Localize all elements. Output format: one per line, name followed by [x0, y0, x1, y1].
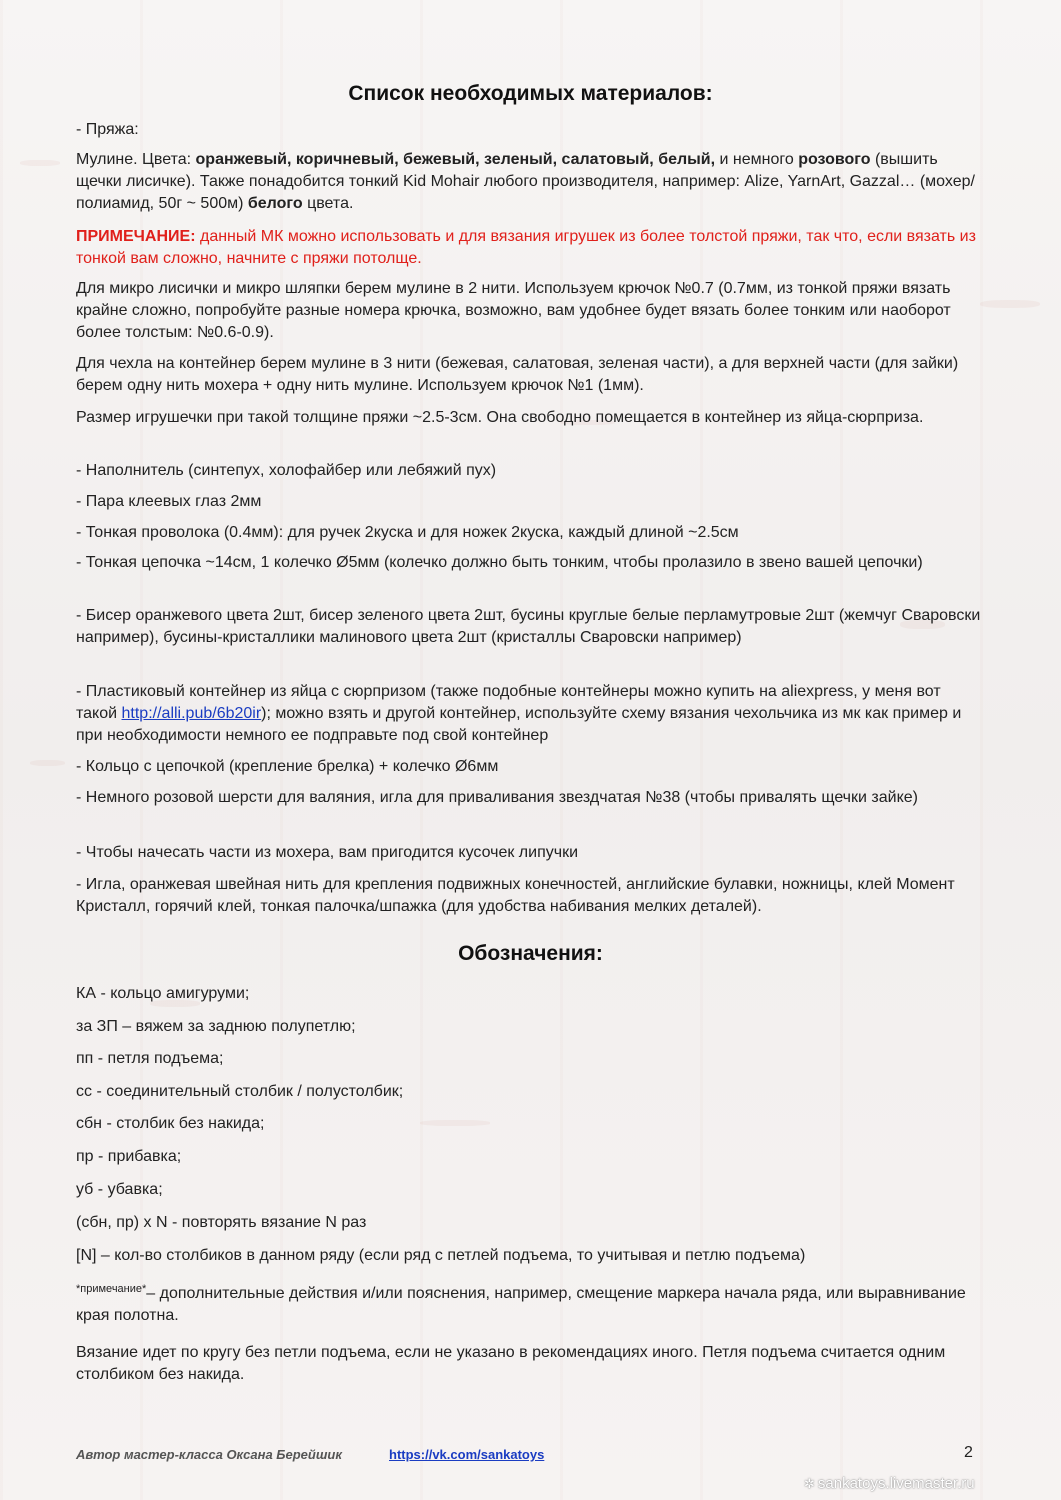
item-container [76, 681, 981, 747]
mouline-mid: и немного [715, 151, 799, 168]
remark-text: – дополнительные действия и/или пояснения, например, смещение маркера начала ряда, или выравнивание края полотна. [76, 1285, 966, 1324]
legend-count: [N] – кол-во столбиков в данном ряду (если ряд с петлей подъема, то учитывая и петлю подъема) [76, 1247, 806, 1264]
item-velcro: - Чтобы начесать части из мохера, вам пригодится кусочек липучки [76, 844, 578, 861]
watermark-text: sankatoys.livemaster.ru [817, 1475, 975, 1492]
mouline-colors: оранжевый, коричневый, бежевый, зеленый, салатовый, белый, [195, 151, 716, 168]
footer-link[interactable]: https://vk.com/sankatoys [389, 1447, 545, 1462]
remark-paragraph [76, 1278, 981, 1327]
mouline-white: белого [247, 195, 303, 212]
legend-pp: пп - петля подъема; [76, 1050, 224, 1067]
item-chain: - Тонкая цепочка ~14см, 1 колечко Ø5мм (колечко должно быть тонким, чтобы пролазило в звено вашей цепочки) [76, 554, 923, 571]
note-text: данный МК можно использовать и для вязания игрушек из более толстой пряжи, так что, если вязать из тонкой вам сложно, начните с пряжи потолще. [76, 228, 976, 267]
remark-label: *примечание* [76, 1283, 147, 1295]
watermark [804, 1475, 975, 1492]
container-link[interactable]: http://alli.pub/6b20ir [121, 705, 262, 722]
mouline-paragraph [76, 149, 981, 215]
closing-paragraph: Вязание идет по кругу без петли подъема, если не указано в рекомендациях иного. Петля подъема считается одним столбиком без накида. [76, 1344, 946, 1383]
page-number: 2 [964, 1444, 973, 1461]
note-paragraph [76, 226, 981, 270]
paragraph-micro: Для микро лисички и микро шляпки берем мулине в 2 нити. Используем крючок №0.7 (0.7мм, из тонкой пряжи вязать крайне сложно, попробуйте разные номера крючка, возможно, вам удобнее будет вязать более тонким или наоборот более толстым: №0.6-0.9). [76, 280, 951, 341]
item-eyes: - Пара клеевых глаз 2мм [76, 493, 262, 510]
note-label: ПРИМЕЧАНИЕ: [76, 228, 196, 245]
legend-zp: за ЗП – вяжем за заднюю полупетлю; [76, 1018, 356, 1035]
legend-sbn: сбн - столбик без накида; [76, 1115, 265, 1132]
item-beads: - Бисер оранжевого цвета 2шт, бисер зеленого цвета 2шт, бусины круглые белые перламутровые 2шт (жемчуг Сваровски например), бусины-кристаллики малинового цвета 2шт (кристаллы Сваровски например) [76, 607, 981, 646]
legend-repeat: (сбн, пр) х N - повторять вязание N раз [76, 1214, 367, 1231]
legend-pr: пр - прибавка; [76, 1148, 182, 1165]
mouline-lead: Мулине. Цвета: [76, 151, 196, 168]
footer-author: Автор мастер-класса Оксана Берейшик [76, 1447, 342, 1462]
yarn-label: - Пряжа: [76, 121, 139, 138]
item-wire: - Тонкая проволока (0.4мм): для ручек 2куска и для ножек 2куска, каждый длиной ~2.5см [76, 524, 739, 541]
item-wool: - Немного розовой шерсти для валяния, игла для приваливания звездчатая №38 (чтобы привалять щечки зайке) [76, 789, 918, 806]
legend-ka: КА - кольцо амигуруми; [76, 985, 250, 1002]
mouline-rest: (вышить щечки лисичке). Также понадобится тонкий Kid Mohair любого производителя, например: Alize, YarnArt, Gazzal… (мохер/полиамид, 50г ~ 500м) [76, 151, 975, 212]
paragraph-cover: Для чехла на контейнер берем мулине в 3 нити (бежевая, салатовая, зеленая части), а для верхней части (для зайки) берем одну нить мохера + одну нить мулине. Используем крючок №1 (1мм). [76, 355, 959, 394]
item-tools: - Игла, оранжевая швейная нить для крепления подвижных конечностей, английские булавки, ножницы, клей Момент Кристалл, горячий клей, тонкая палочка/шпажка (для удобства набивания мелких деталей). [76, 876, 955, 915]
gear-icon: ✲ [804, 1476, 815, 1491]
mouline-end: цвета. [302, 195, 354, 212]
item-filler: - Наполнитель (синтепух, холофайбер или лебяжий пух) [76, 462, 497, 479]
container-before: - Пластиковый контейнер из яйца с сюрпризом (также подобные контейнеры можно купить на aliexpress, у меня вот такой [76, 683, 941, 722]
mouline-pink: розового [798, 151, 871, 168]
legend-ub: уб - убавка; [76, 1181, 163, 1198]
item-ring: - Кольцо с цепочкой (крепление брелка) + колечко Ø6мм [76, 758, 499, 775]
page-title: Список необходимых материалов: [348, 82, 713, 105]
paragraph-size: Размер игрушечки при такой толщине пряжи ~2.5-3см. Она свободно помещается в контейнер из яйца-сюрприза. [76, 409, 924, 426]
legend-ss: сс - соединительный столбик / полустолбик; [76, 1083, 404, 1100]
legend-title: Обозначения: [458, 942, 603, 965]
container-after: ); можно взять и другой контейнер, используйте схему вязания чехольчика из мк как пример и при необходимости немного ее подправьте под свой контейнер [76, 705, 962, 744]
